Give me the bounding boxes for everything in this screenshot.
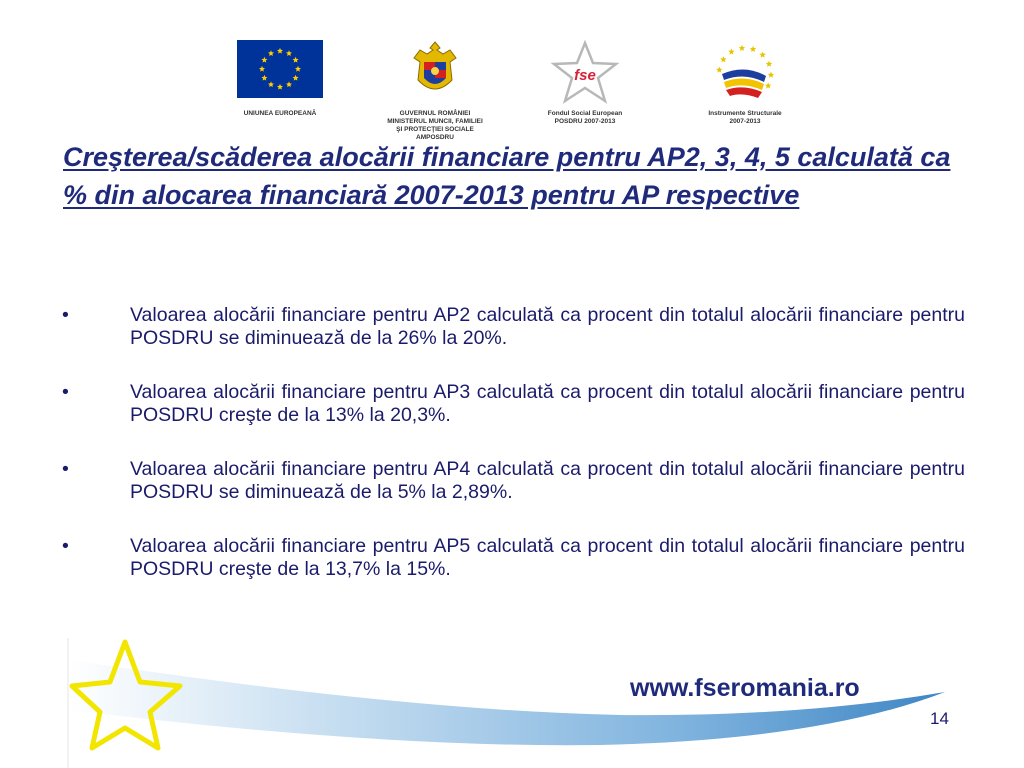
is-star-icon <box>768 72 774 78</box>
bullet-marker: • <box>62 535 69 557</box>
is-star-icon <box>739 45 745 51</box>
bullet-marker: • <box>62 304 69 326</box>
is-star-icon <box>720 56 726 62</box>
coat-of-arms-icon <box>410 40 460 100</box>
is-star-icon <box>766 61 772 67</box>
structural-instruments-icon <box>710 40 780 106</box>
bullet-marker: • <box>62 458 69 480</box>
bullet-marker: • <box>62 381 69 403</box>
government-logo-caption: GUVERNUL ROMÂNIEI MINISTERUL MUNCII, FAMILIEI ŞI PROTECŢIEI SOCIALE AMPOSDRU <box>387 110 483 141</box>
is-star-icon <box>716 67 722 73</box>
logo-bar <box>0 40 1024 140</box>
eu-logo <box>230 40 330 118</box>
bullet-text: Valoarea alocării financiare pentru AP3 calculată ca procent din totalul alocării financiare pentru POSDRU creşte de la 13% la 20,3%. <box>130 381 965 426</box>
list-item <box>60 381 965 427</box>
list-item <box>60 535 965 581</box>
fse-logo-caption: Fondul Social European POSDRU 2007-2013 <box>547 110 623 125</box>
list-item <box>60 458 965 504</box>
bullet-text: Valoarea alocării financiare pentru AP4 calculată ca procent din totalul alocării financiare pentru POSDRU se diminuează de la 5% la 2,89%. <box>130 458 965 503</box>
is-star-icon <box>750 46 756 52</box>
is-star-icon <box>728 48 734 54</box>
government-logo <box>370 40 500 142</box>
page-number: 14 <box>930 709 949 728</box>
is-star-icon <box>759 52 765 58</box>
eu-flag-icon <box>237 40 323 98</box>
structural-instruments-caption: Instrumente Structurale 2007-2013 <box>708 110 782 125</box>
fse-logo <box>535 40 635 126</box>
fse-mark-text: fse <box>574 67 596 84</box>
bullet-list <box>60 304 965 612</box>
list-item <box>60 304 965 350</box>
slide-title: Creşterea/scăderea alocării financiare pentru AP2, 3, 4, 5 calculată ca % din alocarea financiară 2007-2013 pentru AP respective <box>63 142 951 210</box>
structural-instruments-logo <box>695 40 795 126</box>
bullet-text: Valoarea alocării financiare pentru AP2 calculată ca procent din totalul alocării financiare pentru POSDRU se diminuează de la 26% la 20%. <box>130 304 965 349</box>
eu-logo-caption: UNIUNEA EUROPEANĂ <box>243 110 317 117</box>
website-url[interactable]: www.fseromania.ro <box>630 674 860 702</box>
fse-star-icon <box>550 40 620 106</box>
footer-swoosh-decoration <box>0 620 1024 768</box>
bullet-text: Valoarea alocării financiare pentru AP5 calculată ca procent din totalul alocării financiare pentru POSDRU creşte de la 13,7% la 15%. <box>130 535 965 580</box>
is-star-icon <box>765 82 771 88</box>
